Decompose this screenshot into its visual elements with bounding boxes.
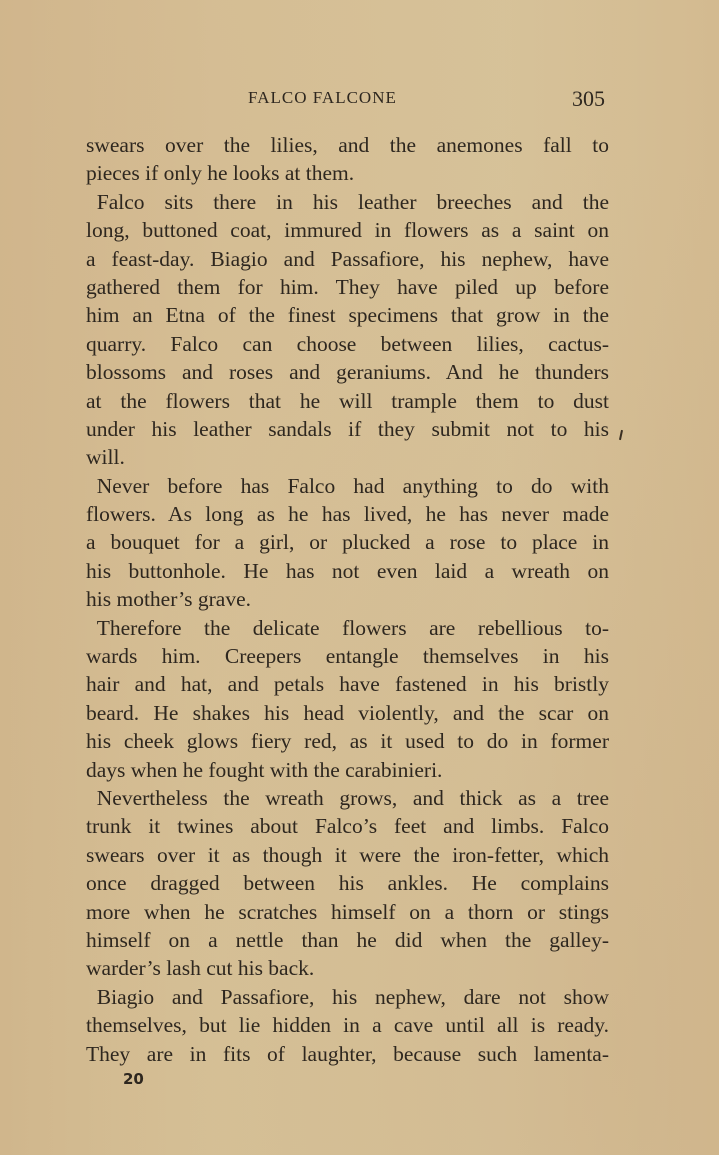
signature-mark: 20: [123, 1070, 144, 1088]
text-line: beard. He shakes his head violently, and the scar on: [86, 700, 609, 725]
text-line: Nevertheless the wreath grows, and thick as a tree: [86, 785, 609, 810]
text-line: days when he fought with the carabinieri.: [86, 757, 443, 782]
text-line: his mother’s grave.: [86, 587, 251, 612]
text-line: his cheek glows fiery red, as it used to do in former: [86, 729, 609, 754]
text-line: trunk it twines about Falco’s feet and limbs. Falco: [86, 814, 609, 839]
text-line: at the flowers that he will trample them to dust: [86, 388, 609, 413]
text-line: flowers. As long as he has lived, he has never made: [86, 502, 609, 527]
text-line: hair and hat, and petals have fastened in his bristly: [86, 672, 609, 697]
running-head-title: FALCO FALCONE: [248, 88, 397, 107]
text-line: a bouquet for a girl, or plucked a rose to place in: [86, 530, 609, 555]
text-line: blossoms and roses and geraniums. And he thunders: [86, 360, 609, 385]
page-number: 305: [572, 86, 605, 111]
text-line: will.: [86, 445, 125, 470]
text-line: swears over the lilies, and the anemones fall to: [86, 133, 609, 157]
text-line: wards him. Creepers entangle themselves in his: [86, 644, 609, 669]
text-line: once dragged between his ankles. He complains: [86, 871, 609, 896]
text-line: himself on a nettle than he did when the galley-: [86, 927, 609, 952]
text-line: They are in fits of laughter, because such lamenta-: [86, 1041, 609, 1066]
text-line: Biagio and Passafiore, his nephew, dare not show: [86, 984, 609, 1009]
text-line: gathered them for him. They have piled up before: [86, 274, 609, 299]
text-line: pieces if only he looks at them.: [86, 161, 355, 186]
text-line: under his leather sandals if they submit not to his: [86, 416, 609, 441]
text-line: Therefore the delicate flowers are rebellious to-: [86, 615, 609, 640]
text-line: warder’s lash cut his back.: [86, 956, 315, 981]
text-line: him an Etna of the finest specimens that grow in the: [86, 303, 609, 328]
body-text: [86, 131, 609, 1068]
text-line: Never before has Falco had anything to do with: [86, 473, 609, 498]
text-line: quarry. Falco can choose between lilies, cactus-: [86, 331, 609, 356]
text-line: swears over it as though it were the iron-fetter, which: [86, 842, 609, 867]
text-line: his buttonhole. He has not even laid a wreath on: [86, 558, 609, 583]
text-line: more when he scratches himself on a thorn or stings: [86, 899, 609, 924]
text-line: long, buttoned coat, immured in flowers as a saint on: [86, 218, 609, 243]
text-line: Falco sits there in his leather breeches and the: [86, 189, 609, 214]
margin-ink-mark: [619, 430, 623, 440]
text-line: themselves, but lie hidden in a cave until all is ready.: [86, 1013, 609, 1038]
text-line: a feast-day. Biagio and Passafiore, his nephew, have: [86, 246, 609, 271]
